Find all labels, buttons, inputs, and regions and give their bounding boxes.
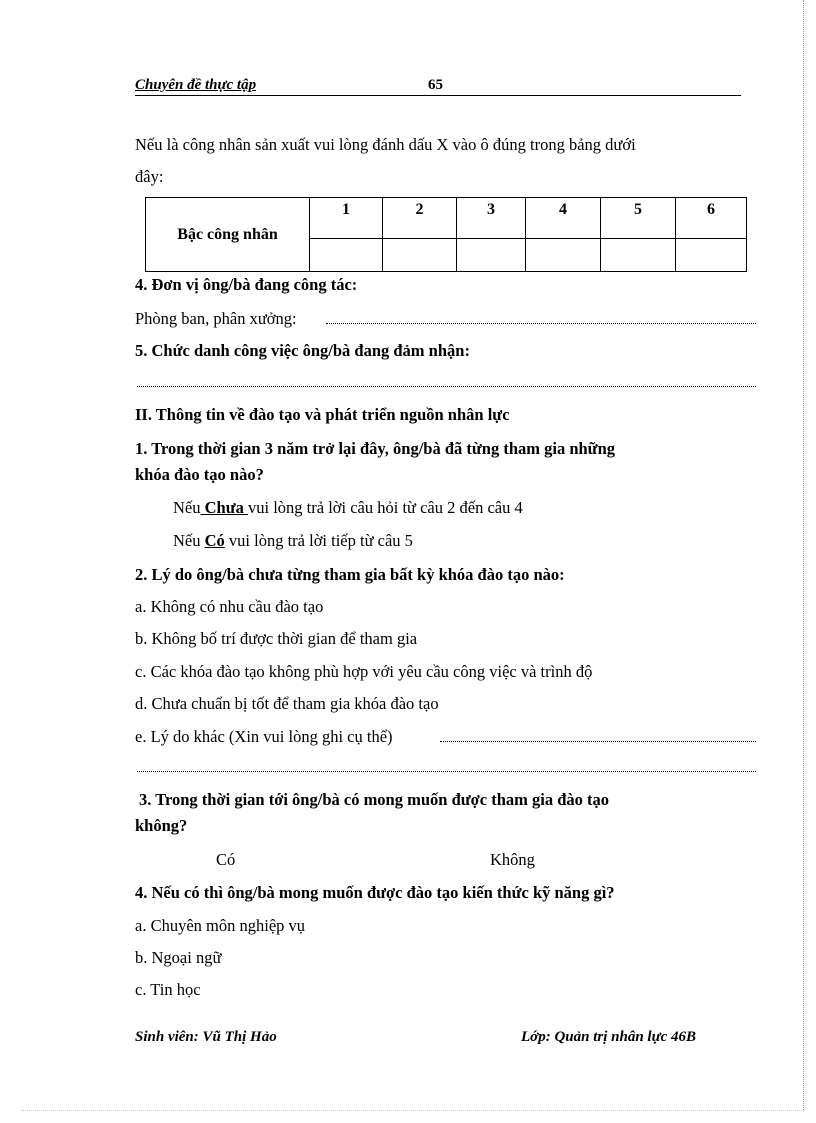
if-no-prefix: Nếu [173,498,201,517]
if-yes-prefix: Nếu [173,531,201,550]
grade-checkbox-3[interactable] [457,239,526,272]
skill-option-a[interactable]: a. Chuyên môn nghiệp vụ [135,916,306,935]
grade-column-6: 6 [676,198,747,239]
grade-checkbox-6[interactable] [676,239,747,272]
header-rule [135,95,741,96]
worker-grade-table [145,197,747,272]
reason-option-a[interactable]: a. Không có nhu cầu đào tạo [135,597,324,616]
grade-row-label: Bậc công nhân [146,198,310,272]
desired-skills-heading: 4. Nếu có thì ông/bà mong muốn được đào tạo kiến thức kỹ năng gì? [135,883,615,902]
if-yes-instruction [173,531,413,551]
if-no-instruction [173,498,523,518]
answer-no-word: Chưa [200,498,248,517]
page-number: 65 [428,77,443,93]
grade-column-2: 2 [383,198,457,239]
reason-option-c[interactable]: c. Các khóa đào tạo không phù hợp với yêu cầu công việc và trình độ [135,662,593,681]
answer-yes-word: Có [204,531,225,550]
reason-option-b[interactable]: b. Không bố trí được thời gian để tham gia [135,629,418,648]
header-title: Chuyên đề thực tập [135,77,257,93]
intro-line-2: đây: [135,167,164,186]
skill-option-c[interactable]: c. Tin học [135,980,201,999]
grade-checkbox-2[interactable] [383,239,457,272]
grade-checkbox-5[interactable] [601,239,676,272]
footer-class: Lớp: Quản trị nhân lực 46B [521,1029,696,1045]
future-training-question-line-1: 3. Trong thời gian tới ông/bà có mong muốn được tham gia đào tạo [139,790,610,809]
other-reason-answer-line[interactable] [440,740,756,742]
unit-question-heading: 4. Đơn vị ông/bà đang công tác: [135,275,358,294]
reason-option-d[interactable]: d. Chưa chuẩn bị tốt để tham gia khóa đào tạo [135,694,439,713]
future-training-option-yes[interactable]: Có [216,850,236,869]
page-border-right [803,0,804,1110]
grade-checkbox-4[interactable] [526,239,601,272]
intro-line-1: Nếu là công nhân sản xuất vui lòng đánh dấu X vào ô đúng trong bảng dưới [135,135,636,154]
grade-column-1: 1 [310,198,383,239]
other-reason-answer-line-2[interactable] [137,770,756,772]
skill-option-b[interactable]: b. Ngoại ngữ [135,948,222,967]
job-title-question-heading: 5. Chức danh công việc ông/bà đang đảm nhận: [135,341,470,360]
grade-column-3: 3 [457,198,526,239]
if-no-text: vui lòng trả lời câu hỏi từ câu 2 đến câu 4 [248,498,523,517]
unit-field-label: Phòng ban, phân xưởng: [135,309,297,328]
grade-column-4: 4 [526,198,601,239]
job-title-answer-line[interactable] [137,385,756,387]
grade-checkbox-1[interactable] [310,239,383,272]
grade-column-5: 5 [601,198,676,239]
footer-student: Sinh viên: Vũ Thị Hảo [135,1029,277,1045]
reason-option-e[interactable]: e. Lý do khác (Xin vui lòng ghi cụ thể) [135,727,393,746]
section-2-heading: II. Thông tin về đào tạo và phát triển nguồn nhân lực [135,405,510,424]
unit-answer-line[interactable] [326,322,756,324]
training-history-question-line-2: khóa đào tạo nào? [135,465,264,484]
training-history-question-line-1: 1. Trong thời gian 3 năm trở lại đây, ông/bà đã từng tham gia những [135,439,616,458]
no-training-reason-heading: 2. Lý do ông/bà chưa từng tham gia bất kỳ khóa đào tạo nào: [135,565,565,584]
future-training-option-no[interactable]: Không [490,850,535,869]
if-yes-text: vui lòng trả lời tiếp từ câu 5 [228,531,413,550]
future-training-question-line-2: không? [135,816,188,835]
page-border-bottom [22,1110,804,1111]
